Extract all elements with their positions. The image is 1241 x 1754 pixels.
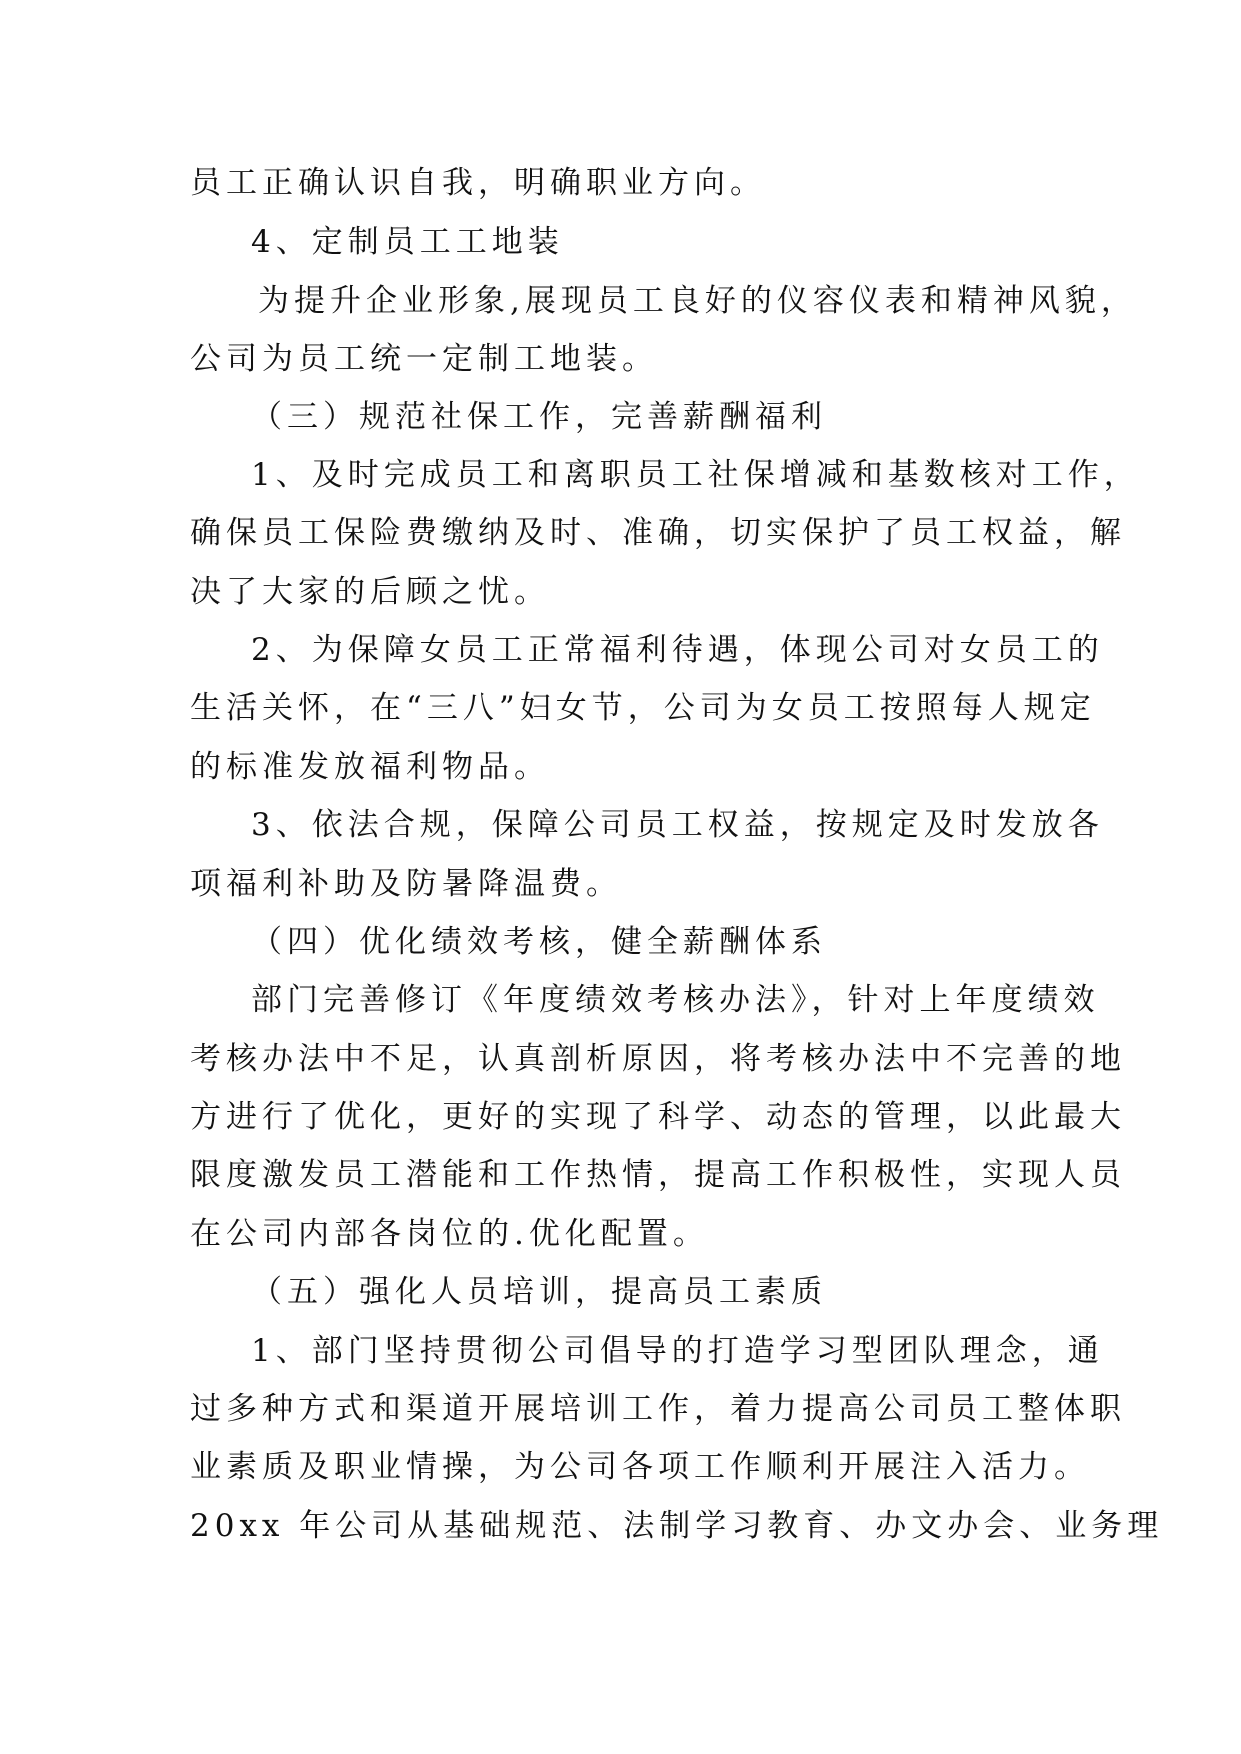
section-heading: 4、定制员工工地装 (251, 224, 564, 260)
paragraph-line: 考核办法中不足，认真剖析原因，将考核办法中不完善的地 (190, 1041, 1126, 1077)
section-heading: （五）强化人员培训，提高员工素质 (251, 1274, 827, 1310)
paragraph-line: 生活关怀，在“三八”妇女节，公司为女员工按照每人规定 (190, 690, 1096, 726)
paragraph-line: 确保员工保险费缴纳及时、准确，切实保护了员工权益，解 (190, 515, 1126, 551)
paragraph-line: 1、部门坚持贯彻公司倡导的打造学习型团队理念，通 (251, 1333, 1104, 1369)
paragraph-line: 部门完善修订《年度绩效考核办法》，针对上年度绩效 (251, 982, 1100, 1018)
paragraph-line: 的标准发放福利物品。 (190, 749, 550, 785)
paragraph-line: 员工正确认识自我，明确职业方向。 (190, 165, 766, 201)
paragraph-line: 业素质及职业情操，为公司各项工作顺利开展注入活力。 (190, 1449, 1090, 1485)
paragraph-line: 20xx 年公司从基础规范、法制学习教育、办文办会、业务理 (190, 1508, 1164, 1544)
paragraph-line: 过多种方式和渠道开展培训工作，着力提高公司员工整体职 (190, 1391, 1126, 1427)
paragraph-line: 决了大家的后顾之忧。 (190, 574, 550, 610)
paragraph-line: 为提升企业形象,展现员工良好的仪容仪表和精神风貌， (258, 283, 1137, 319)
paragraph-line: 方进行了优化，更好的实现了科学、动态的管理，以此最大 (190, 1099, 1126, 1135)
paragraph-line: 1、及时完成员工和离职员工社保增减和基数核对工作， (251, 457, 1140, 493)
paragraph-line: 在公司内部各岗位的.优化配置。 (190, 1216, 709, 1252)
section-heading: （三）规范社保工作，完善薪酬福利 (251, 399, 827, 435)
paragraph-line: 公司为员工统一定制工地装。 (190, 341, 658, 377)
paragraph-line: 限度激发员工潜能和工作热情，提高工作积极性，实现人员 (190, 1157, 1126, 1193)
paragraph-line: 项福利补助及防暑降温费。 (190, 866, 622, 902)
paragraph-line: 3、依法合规，保障公司员工权益，按规定及时发放各 (251, 807, 1104, 843)
paragraph-line: 2、为保障女员工正常福利待遇，体现公司对女员工的 (251, 632, 1104, 668)
section-heading: （四）优化绩效考核，健全薪酬体系 (251, 924, 827, 960)
